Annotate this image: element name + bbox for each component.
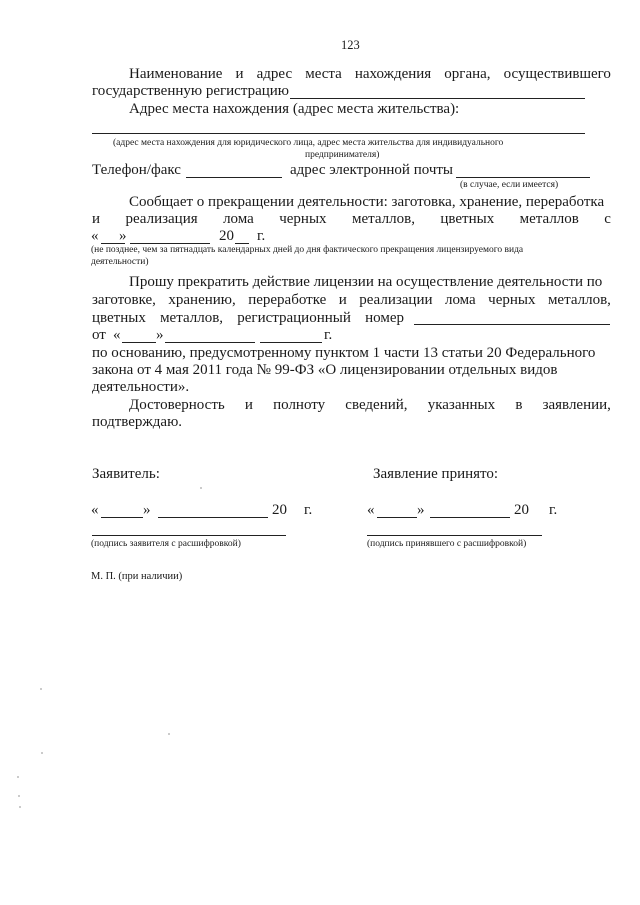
request-from-open: « <box>113 327 121 343</box>
word: реализации <box>359 292 433 308</box>
word: металлов, <box>351 211 415 227</box>
applicant-date-year: 20 <box>272 502 287 518</box>
request-line-1: Прошу прекратить действие лицензии на осуществление деятельности по <box>129 274 603 290</box>
word: номер <box>365 310 404 326</box>
address-note-1: (адрес места нахождения для юридического лица, адрес места жительства для индивидуального <box>113 138 504 148</box>
notice-year-blank <box>235 243 249 244</box>
request-month-blank <box>165 342 255 343</box>
org-name-line-2: государственную регистрацию <box>92 83 289 99</box>
request-from-label: от <box>92 327 106 343</box>
word: и <box>244 397 253 413</box>
word: осуществившего <box>503 66 611 82</box>
address-blank <box>92 133 585 134</box>
received-month-blank <box>430 517 510 518</box>
request-from-close: » <box>156 327 164 343</box>
word: адрес <box>256 66 293 82</box>
request-line-2 <box>92 292 611 309</box>
address-note-2: предпринимателя) <box>305 150 380 160</box>
applicant-date-open: « <box>91 502 99 518</box>
word: с <box>604 211 611 227</box>
received-day-blank <box>377 517 417 518</box>
stamp-note: М. П. (при наличии) <box>91 571 183 582</box>
word: полноту <box>273 397 326 413</box>
org-name-blank <box>290 98 585 99</box>
phone-blank <box>186 177 282 178</box>
applicant-signature-line <box>92 535 286 536</box>
phone-label: Телефон/факс <box>92 162 181 178</box>
word: и <box>235 66 244 82</box>
applicant-date-g: г. <box>304 502 313 518</box>
word: хранению, <box>168 292 236 308</box>
request-day-blank <box>122 342 156 343</box>
received-label: Заявление принято: <box>373 466 499 482</box>
page-number: 123 <box>341 38 360 52</box>
word: реализация <box>125 211 198 227</box>
notice-note-2: деятельности) <box>91 257 149 267</box>
word: черных <box>488 292 536 308</box>
scan-speck <box>17 776 19 778</box>
word: металлов <box>519 211 579 227</box>
basis-line-2: закона от 4 мая 2011 года № 99-ФЗ «О лицензировании отдельных видов <box>92 362 558 378</box>
notice-line-2 <box>92 211 611 228</box>
confirm-line-2: подтверждаю. <box>92 414 183 430</box>
address-label: Адрес места нахождения (адрес места жительства): <box>129 101 460 117</box>
word: сведений, <box>345 397 408 413</box>
scan-speck <box>168 733 170 735</box>
scan-speck <box>41 752 43 754</box>
request-from-g: г. <box>324 327 333 343</box>
notice-month-blank <box>130 243 210 244</box>
word: Достоверность <box>129 397 225 413</box>
word: Наименование <box>129 66 223 82</box>
word: лома <box>444 292 476 308</box>
notice-date-year: 20 <box>219 228 234 244</box>
word: в <box>515 397 523 413</box>
applicant-month-blank <box>158 517 268 518</box>
word: и <box>92 211 101 227</box>
word: и <box>338 292 347 308</box>
applicant-label: Заявитель: <box>92 466 160 482</box>
word: металлов, <box>547 292 611 308</box>
word: цветных <box>440 211 495 227</box>
registration-number-blank <box>414 324 610 325</box>
word: заготовке, <box>92 292 156 308</box>
word: лома <box>223 211 254 227</box>
received-date-year: 20 <box>514 502 529 518</box>
word: заявлении, <box>542 397 611 413</box>
basis-line-1: по основанию, предусмотренному пунктом 1 части 13 статьи 20 Федерального <box>92 345 596 361</box>
received-signature-note: (подпись принявшего с расшифровкой) <box>367 539 527 549</box>
word: цветных <box>92 310 146 326</box>
word: черных <box>279 211 327 227</box>
notice-date-g: г. <box>257 228 266 244</box>
email-label: адрес электронной почты <box>290 162 454 178</box>
email-note: (в случае, если имеется) <box>460 180 559 190</box>
applicant-day-blank <box>101 517 143 518</box>
scan-speck <box>40 688 42 690</box>
received-signature-line <box>367 535 542 536</box>
request-line-3 <box>92 310 404 327</box>
applicant-date-close: » <box>143 502 151 518</box>
word: указанных <box>427 397 496 413</box>
word: нахождения <box>354 66 432 82</box>
received-date-g: г. <box>549 502 558 518</box>
request-year-blank <box>260 342 322 343</box>
received-date-close: » <box>417 502 425 518</box>
notice-note-1: (не позднее, чем за пятнадцать календарных дней до дня фактического прекращения лицензируемого вида <box>91 245 524 255</box>
word: металлов, <box>160 310 224 326</box>
org-name-line-1 <box>129 66 611 83</box>
notice-date-close: » <box>119 228 127 244</box>
notice-line-1: Сообщает о прекращении деятельности: заготовка, хранение, переработка <box>129 194 605 210</box>
applicant-signature-note: (подпись заявителя с расшифровкой) <box>91 539 241 549</box>
word: органа, <box>444 66 491 82</box>
scan-speck <box>18 795 20 797</box>
email-blank <box>456 177 590 178</box>
received-date-open: « <box>367 502 375 518</box>
word: места <box>305 66 342 82</box>
scan-speck <box>200 487 202 489</box>
notice-date-open: « <box>91 228 99 244</box>
word: переработке <box>248 292 327 308</box>
confirm-line-1 <box>129 397 611 414</box>
word: регистрационный <box>237 310 351 326</box>
scan-speck <box>19 806 21 808</box>
basis-line-3: деятельности». <box>92 379 190 395</box>
